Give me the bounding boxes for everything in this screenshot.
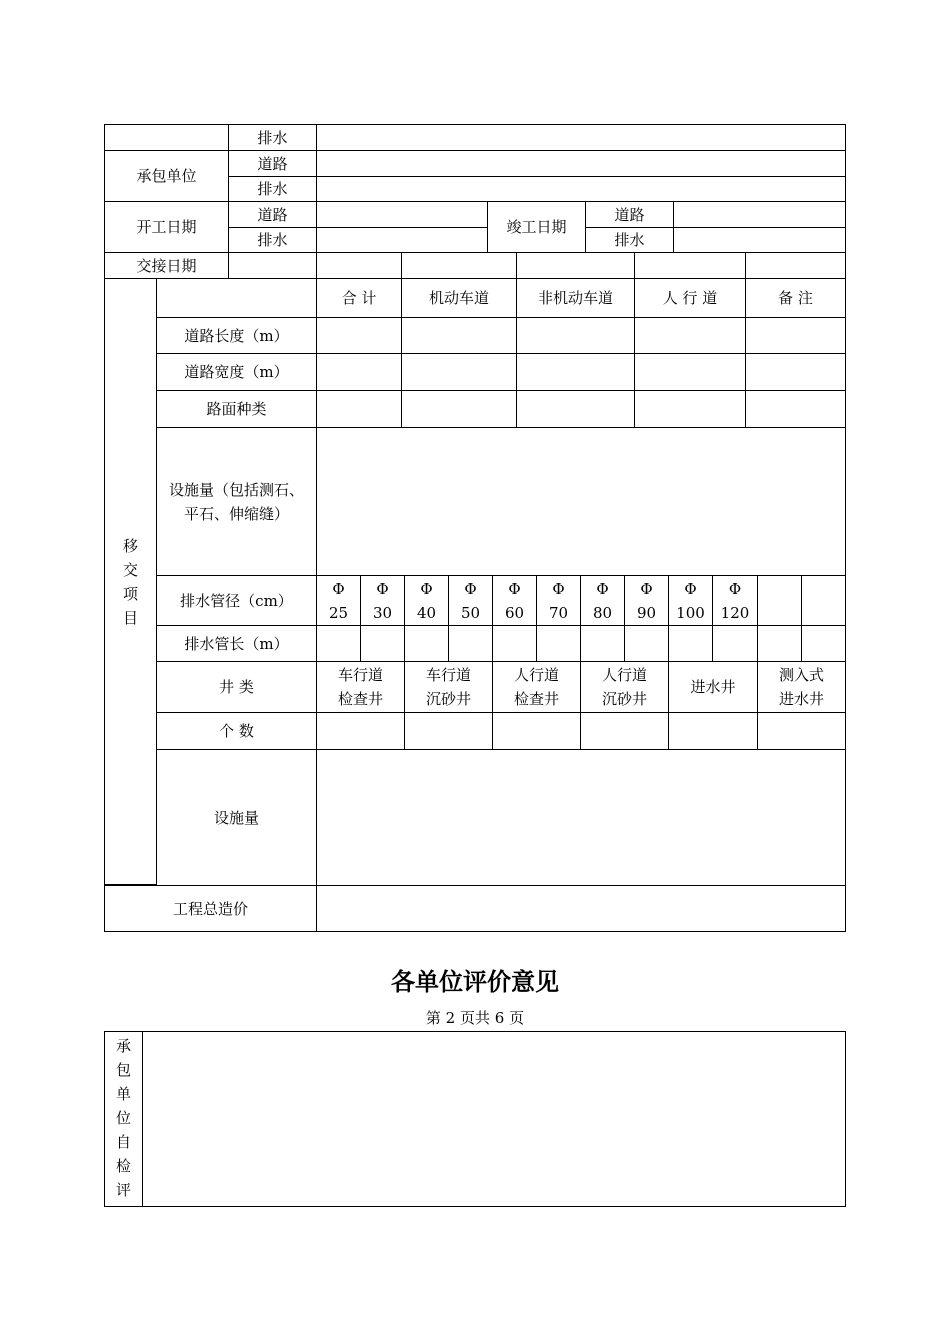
value-cell[interactable] [316,353,402,391]
label-road-width: 道路宽度（m） [156,353,317,391]
value-cell[interactable] [401,353,517,391]
value-cell[interactable] [516,252,635,279]
value-cell[interactable] [316,625,361,662]
value-cell[interactable] [516,390,635,428]
value-cell[interactable] [516,317,635,354]
section-title: 各单位评价意见 [391,967,559,996]
value-cell[interactable] [401,252,517,279]
label-handover-date: 交接日期 [104,252,229,279]
label-pipe-diameter: 排水管径（cm） [156,575,317,626]
pipe-size-cell: Φ 80 [580,575,625,626]
label-handover-items: 移 交 项 目 [104,278,157,885]
label-facilities-curb: 设施量（包括测石、 平石、伸缩缝） [156,427,317,576]
value-cell[interactable] [745,390,846,428]
label-start-date: 开工日期 [104,201,229,253]
value-cell[interactable] [316,124,846,151]
value-cell[interactable] [668,712,758,750]
value-cell[interactable] [745,317,846,354]
value-cell[interactable] [745,252,846,279]
value-cell[interactable] [801,575,846,626]
value-cell[interactable] [634,353,746,391]
label-total-cost: 工程总造价 [104,885,317,932]
value-cell[interactable] [580,625,625,662]
well-type-cell: 车行道 检查井 [316,661,405,713]
pipe-size-cell: Φ 30 [360,575,405,626]
label-drainage: 排水 [228,227,317,253]
label-road: 道路 [228,150,317,177]
well-type-cell: 人行道 沉砂井 [580,661,669,713]
header-empty [156,278,317,318]
value-cell[interactable] [516,353,635,391]
label-pipe-length: 排水管长（m） [156,625,317,662]
empty-cell [104,124,229,151]
value-cell[interactable] [316,427,846,576]
value-cell[interactable] [492,712,581,750]
label-count: 个 数 [156,712,317,750]
pipe-size-cell: Φ 50 [448,575,493,626]
label-facilities: 设施量 [156,749,317,886]
value-cell[interactable] [142,1031,846,1207]
value-cell[interactable] [745,353,846,391]
label-road: 道路 [585,201,674,228]
header-non-motor-lane: 非机动车道 [516,278,635,318]
value-cell[interactable] [492,625,537,662]
value-cell[interactable] [360,625,405,662]
pipe-size-cell: Φ 70 [536,575,581,626]
value-cell[interactable] [228,252,317,279]
value-cell[interactable] [404,625,449,662]
well-type-cell: 车行道 沉砂井 [404,661,493,713]
label-pavement-type: 路面种类 [156,390,317,428]
pipe-size-cell: Φ 90 [624,575,669,626]
pipe-size-cell: Φ 40 [404,575,449,626]
well-type-cell: 人行道 检查井 [492,661,581,713]
label-contractor: 承包单位 [104,150,229,202]
value-cell[interactable] [580,712,669,750]
value-cell[interactable] [316,390,402,428]
value-cell[interactable] [801,625,846,662]
header-remarks: 备 注 [745,278,846,318]
header-motor-lane: 机动车道 [401,278,517,318]
well-type-cell: 进水井 [668,661,758,713]
header-sidewalk: 人 行 道 [634,278,746,318]
value-cell[interactable] [624,625,669,662]
label-road: 道路 [228,201,317,228]
value-cell[interactable] [673,201,846,228]
label-contractor-self-eval: 承 包 单 位 自 检 评 [104,1031,143,1207]
pipe-size-cell: Φ 25 [316,575,361,626]
value-cell[interactable] [316,712,405,750]
value-cell[interactable] [634,390,746,428]
value-cell[interactable] [673,227,846,253]
value-cell[interactable] [536,625,581,662]
value-cell[interactable] [316,749,846,886]
value-cell[interactable] [404,712,493,750]
value-cell[interactable] [757,712,846,750]
value-cell[interactable] [316,252,402,279]
value-cell[interactable] [634,317,746,354]
value-cell[interactable] [316,317,402,354]
value-cell[interactable] [316,201,488,228]
value-cell[interactable] [634,252,746,279]
value-cell[interactable] [668,625,713,662]
well-type-cell: 测入式 进水井 [757,661,846,713]
label-drainage: 排水 [228,176,317,202]
label-road-length: 道路长度（m） [156,317,317,354]
value-cell[interactable] [316,150,846,177]
page-number: 第 2 页共 6 页 [425,1009,525,1027]
pipe-size-cell: Φ 120 [712,575,758,626]
value-cell[interactable] [316,885,846,932]
value-cell[interactable] [401,390,517,428]
header-total: 合 计 [316,278,402,318]
label-completion-date: 竣工日期 [487,201,586,253]
label-well-type: 井 类 [156,661,317,713]
value-cell[interactable] [316,227,488,253]
value-cell[interactable] [401,317,517,354]
value-cell[interactable] [316,176,846,202]
pipe-size-cell: Φ 100 [668,575,713,626]
value-cell[interactable] [448,625,493,662]
label-drainage: 排水 [585,227,674,253]
label-drainage: 排水 [228,124,317,151]
value-cell[interactable] [712,625,758,662]
value-cell[interactable] [757,625,802,662]
value-cell[interactable] [757,575,802,626]
pipe-size-cell: Φ 60 [492,575,537,626]
